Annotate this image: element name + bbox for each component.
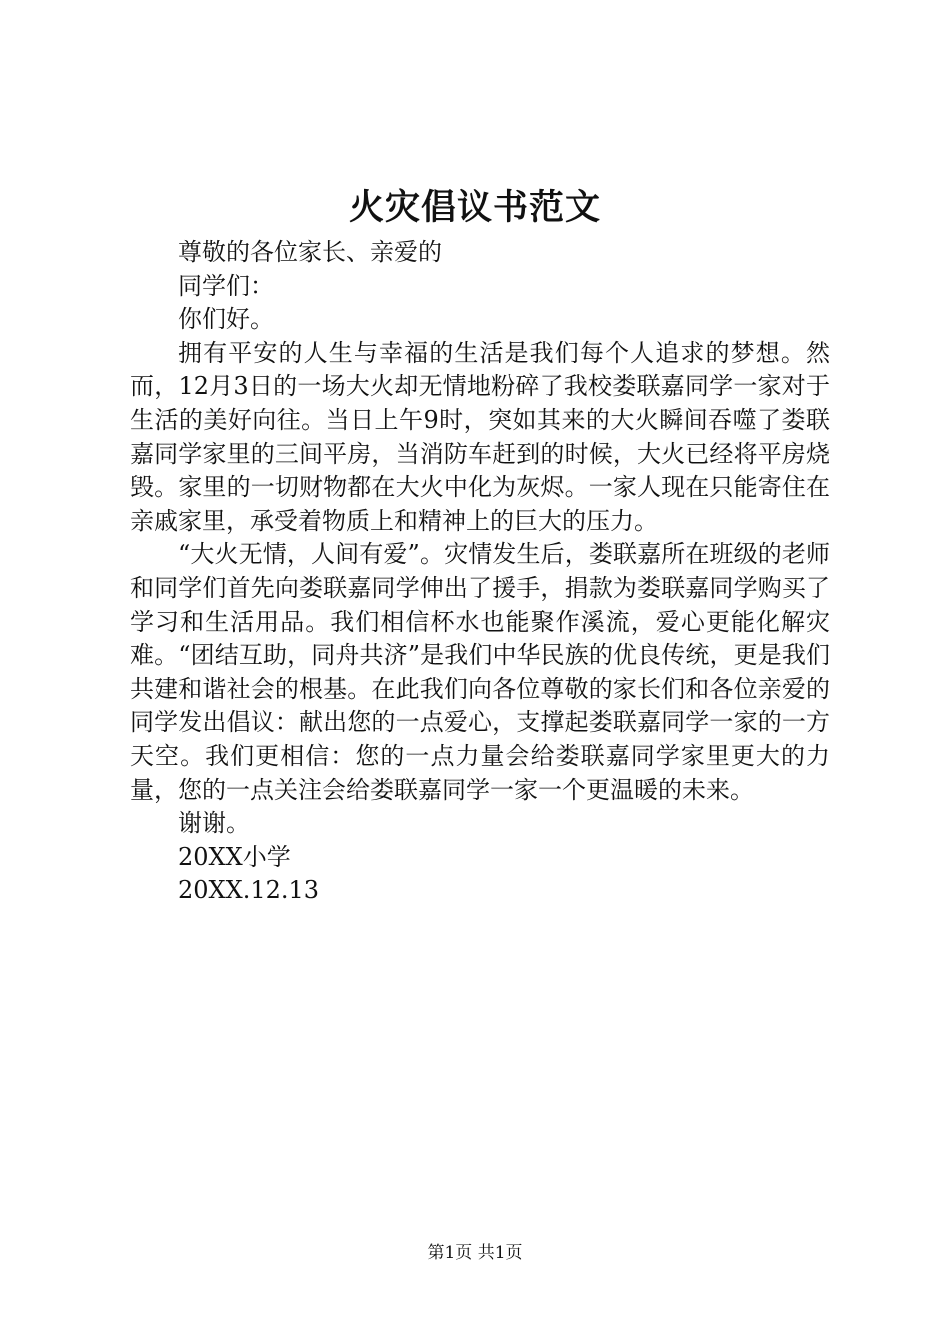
date: 20XX.12.13 xyxy=(178,876,320,905)
body-paragraph-2: “大火无情，人间有爱”。灾情发生后，娄联嘉所在班级的老师和同学们首先向娄联嘉同学伸出了援手，捐款为娄联嘉同学购买了学习和生活用品。我们相信杯水也能聚作溪流，爱心更能化解灾难。“团结互助，同舟共济”是我们中华民族的优良传统，更是我们共建和谐社会的根基。在此我们向各位尊敬的家长们和各位亲爱的同学发出倡议：献出您的一点爱心，支撑起娄联嘉同学一家的一方天空。我们更相信：您的一点力量会给娄联嘉同学家里更大的力量，您的一点关注会给娄联嘉同学一家一个更温暖的未来。 xyxy=(130,540,830,804)
salutation-line-2: 同学们： xyxy=(178,271,274,300)
salutation-line-1: 尊敬的各位家长、亲爱的 xyxy=(178,238,442,266)
body-paragraph-1: 拥有平安的人生与幸福的生活是我们每个人追求的梦想。然而，12月3日的一场大火却无情地粉碎了我校娄联嘉同学一家对于生活的美好向往。当日上午9时，突如其来的大火瞬间吞噬了娄联嘉同学家里的三间平房，当消防车赶到的时候，大火已经将平房烧毁。家里的一切财物都在大火中化为灰烬。一家人现在只能寄住在亲戚家里，承受着物质上和精神上的巨大的压力。 xyxy=(130,338,830,535)
page-footer: 第1页 共1页 xyxy=(427,1243,523,1263)
document-title: 火灾倡议书范文 xyxy=(348,187,601,228)
greeting: 你们好。 xyxy=(178,305,274,334)
signature: 20XX小学 xyxy=(178,842,291,871)
closing: 谢谢。 xyxy=(178,809,250,838)
document-body xyxy=(130,236,830,908)
